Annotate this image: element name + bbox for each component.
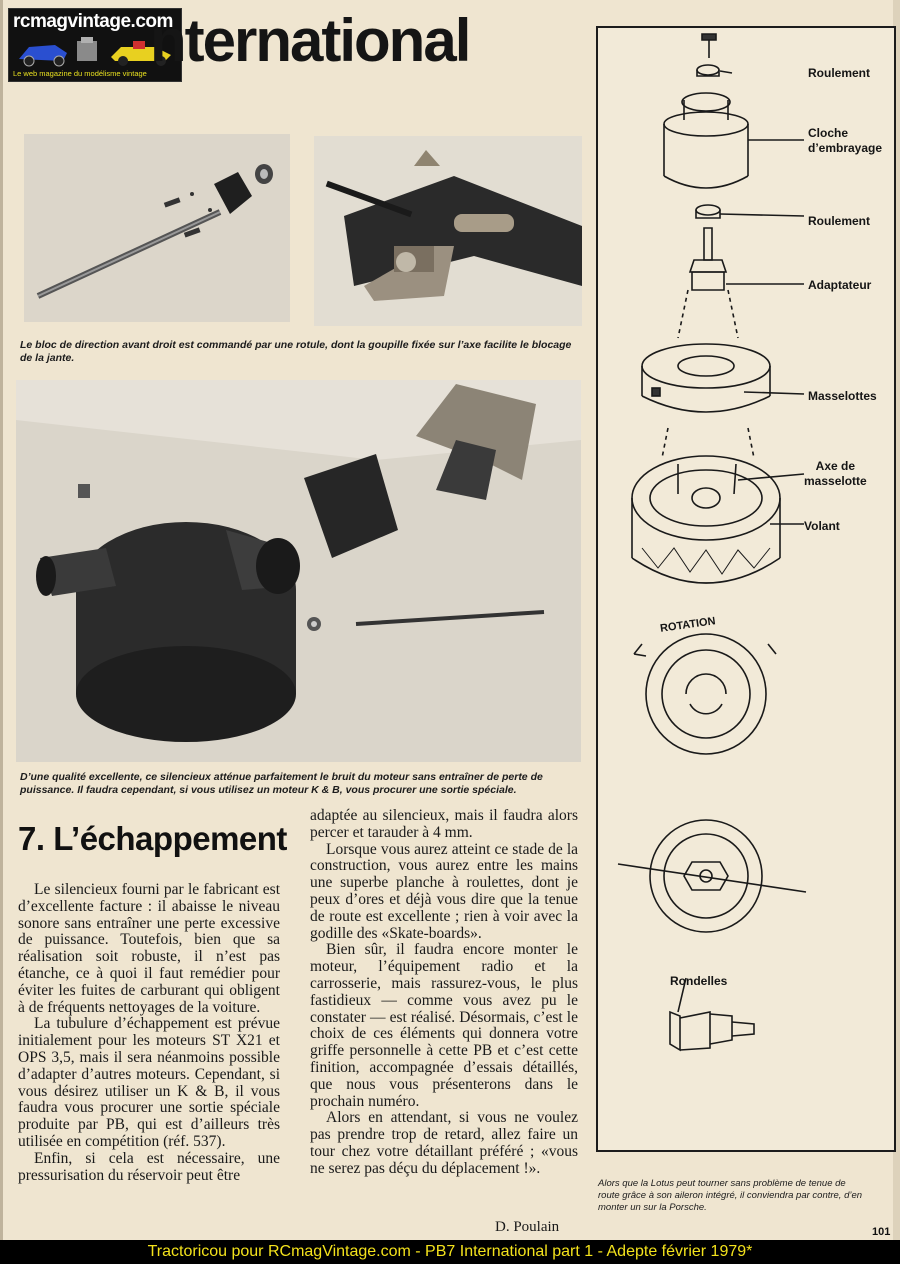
magazine-masthead: nternational: [150, 7, 470, 74]
label-roulement-mid: Roulement: [808, 214, 871, 228]
label-adaptateur: Adaptateur: [808, 278, 872, 292]
top-photo-caption: Le bloc de direction avant droit est commandé par une rotule, dont la goupille fixée sur l’axe facilite le blocage de la jante.: [20, 339, 572, 364]
label-roulement-top: Roulement: [808, 66, 871, 80]
middle-photo-caption: D’une qualité excellente, ce silencieux atténue parfaitement le bruit du moteur sans entraîner de perte de puissance. Il faudra cependant, si vous utilisez un moteur K & B, vous procurer une sortie spéciale.: [20, 771, 543, 796]
steering-parts-photo: [24, 134, 290, 322]
clutch-exploded-diagram: [596, 26, 896, 1152]
paragraph: Bien sûr, il faudra encore monter le moteur, l’équipement radio et la carrosserie, mais rassurez-vous, le plus fastidieux — comme vous avez pu le constater — est réalisé. Désormais, c’est le choix de ces éléments qui donnera votre griffe personnelle à cette PB et c’est cette finition, accompagnée d’essais détaillés, que nous vous présenterons dans le prochain numéro.: [310, 941, 578, 1110]
article-column-1: [18, 882, 280, 1184]
silencer-photo: [16, 380, 581, 762]
credit-footer: Tractoricou pour RCmagVintage.com - PB7 International part 1 - Adepte février 1979*: [0, 1240, 900, 1264]
label-rotation: ROTATION: [659, 615, 717, 635]
article-column-2: [310, 808, 578, 1178]
paragraph: adaptée au silencieux, mais il faudra alors percer et tarauder à 4 mm.: [310, 807, 578, 841]
label-volant: Volant: [804, 519, 840, 533]
paragraph: Alors en attendant, si vous ne voulez pas prendre trop de retard, allez faire un tour chez votre détaillant préféré ; «vous ne serez pas déçu du déplacement !».: [310, 1109, 578, 1177]
label-masselottes: Masselottes: [808, 389, 877, 403]
paragraph: La tubulure d’échappement est prévue initialement pour les moteurs ST X21 et OPS 3,5, mais il sera néanmoins possible d’adapter d’autres moteurs. Cependant, si vous désirez utiliser un K & B, il vous faudra vous procurer une sortie spéciale produite par PB, qui est d’ailleurs très utilisée en compétition (réf. 537).: [18, 1015, 280, 1150]
paragraph: Enfin, si cela est nécessaire, une pressurisation du réservoir peut être: [18, 1149, 280, 1184]
paragraph: Le silencieux fourni par le fabricant est d’excellente facture : il abaisse le niveau sonore sans entraîner une perte excessive de puissance. Toutefois, bien que sa réalisation soit robuste, il n’est pas étanche, ce à quoi il faut remédier pour éviter les fuites de carburant qui obligent à de fréquents nettoyages de la voiture.: [18, 881, 280, 1016]
diagram-caption: Alors que la Lotus peut tourner sans problème de tenue de route grâce à son aileron intégré, il conviendra par contre, d’en monter un sur la Porsche.: [598, 1178, 863, 1213]
article-author: D. Poulain: [495, 1219, 560, 1235]
paragraph: Lorsque vous aurez atteint ce stade de la construction, vous aurez entre les mains une superbe planche à roulettes, dont je peux d’ores et déjà vous dire que la tenue de route est excellente ; rien à voir avec la godille des «Skate-boards».: [310, 840, 578, 942]
logo-site-name: rcmagvintage.com: [13, 11, 173, 32]
label-cloche-embrayage: Cloche d’embrayage: [808, 126, 883, 155]
page-edge: [0, 0, 3, 1240]
label-rondelles: Rondelles: [670, 974, 728, 988]
section-title: 7. L’échappement: [18, 820, 287, 857]
steering-block-photo: [314, 136, 582, 326]
clutch-diagram-drawing: [598, 28, 894, 1150]
logo-tagline: Le web magazine du modélisme vintage: [13, 69, 147, 78]
page-number: 101: [872, 1226, 891, 1238]
label-axe-masselotte: Axe de masselotte: [804, 459, 867, 488]
